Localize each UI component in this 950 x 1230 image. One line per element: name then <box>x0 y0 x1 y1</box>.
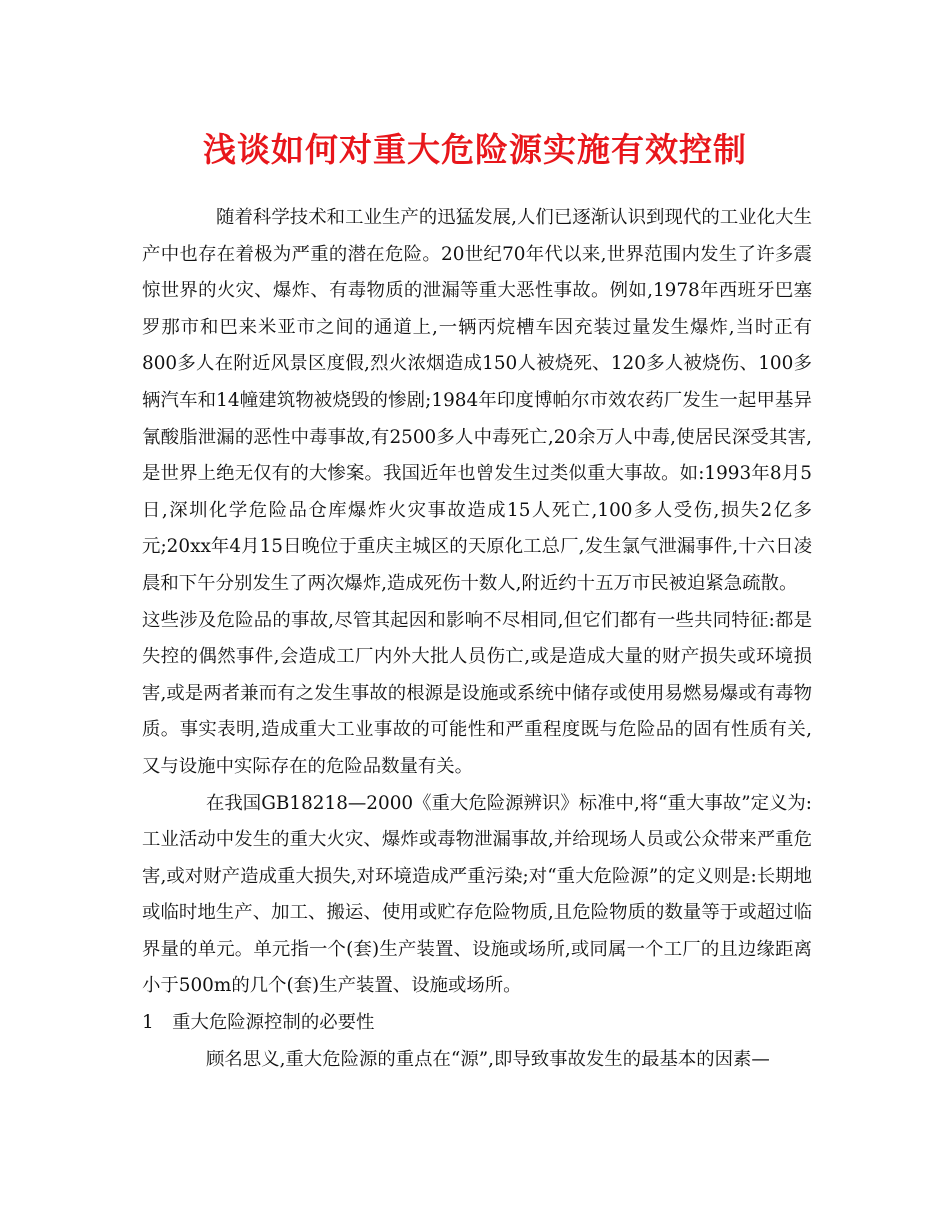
document-title: 浅谈如何对重大危险源实施有效控制 <box>203 130 747 169</box>
section-heading: 1 重大危险源控制的必要性 <box>142 1012 375 1034</box>
paragraph-necessity: 顾名思义,重大危险源的重点在“源”,即导致事故发生的最基本的因素— <box>206 1048 770 1070</box>
paragraph-common-features: 这些涉及危险品的事故,尽管其起因和影响不尽相同,但它们都有一些共同特征:都是失控的偶然事件,会造成工厂内外大批人员伤亡,或是造成大量的财产损失或环境损害,或是两者兼而有之发生事故的根源是设施或系统中储存或使用易燃易爆或有毒物质。事实表明,造成重大工业事故的可能性和严重程度既与危险品的固有性质有关,又与设施中实际存在的危险品数量有关。 <box>142 609 812 777</box>
paragraph-intro: 随着科学技术和工业生产的迅猛发展,人们已逐渐认识到现代的工业化大生产中也存在着极为严重的潜在危险。20世纪70年代以来,世界范围内发生了许多震惊世界的火灾、爆炸、有毒物质的泄漏等重大恶性事故。例如,1978年西班牙巴塞罗那市和巴来米亚市之间的通道上,一辆丙烷槽车因充装过量发生爆炸,当时正有800多人在附近风景区度假,烈火浓烟造成150人被烧死、120多人被烧伤、100多辆汽车和14幢建筑物被烧毁的惨剧;1984年印度博帕尔市效农药厂发生一起甲基异氰酸脂泄漏的恶性中毒事故,有2500多人中毒死亡,20余万人中毒,使居民深受其害,是世界上绝无仅有的大惨案。我国近年也曾发生过类似重大事故。如:1993年8月5日,深圳化学危险品仓库爆炸火灾事故造成15人死亡,100多人受伤,损失2亿多元;20xx年4月15日晚位于重庆主城区的天原化工总厂,发生氯气泄漏事件,十六日凌晨和下午分别发生了两次爆炸,造成死伤十数人,附近约十五万市民被迫紧急疏散。 <box>142 207 812 594</box>
paragraph-definitions: 在我国GB18218—2000《重大危险源辨识》标准中,将“重大事故”定义为:工业活动中发生的重大火灾、爆炸或毒物泄漏事故,并给现场人员或公众带来严重危害,或对财产造成重大损失,对环境造成严重污染;对“重大危险源”的定义则是:长期地或临时地生产、加工、搬运、使用或贮存危险物质,且危险物质的数量等于或超过临界量的单元。单元指一个(套)生产装置、设施或场所,或同属一个工厂的且边缘距离小于500m的几个(套)生产装置、设施或场所。 <box>142 792 812 997</box>
document-body <box>142 200 812 1078</box>
